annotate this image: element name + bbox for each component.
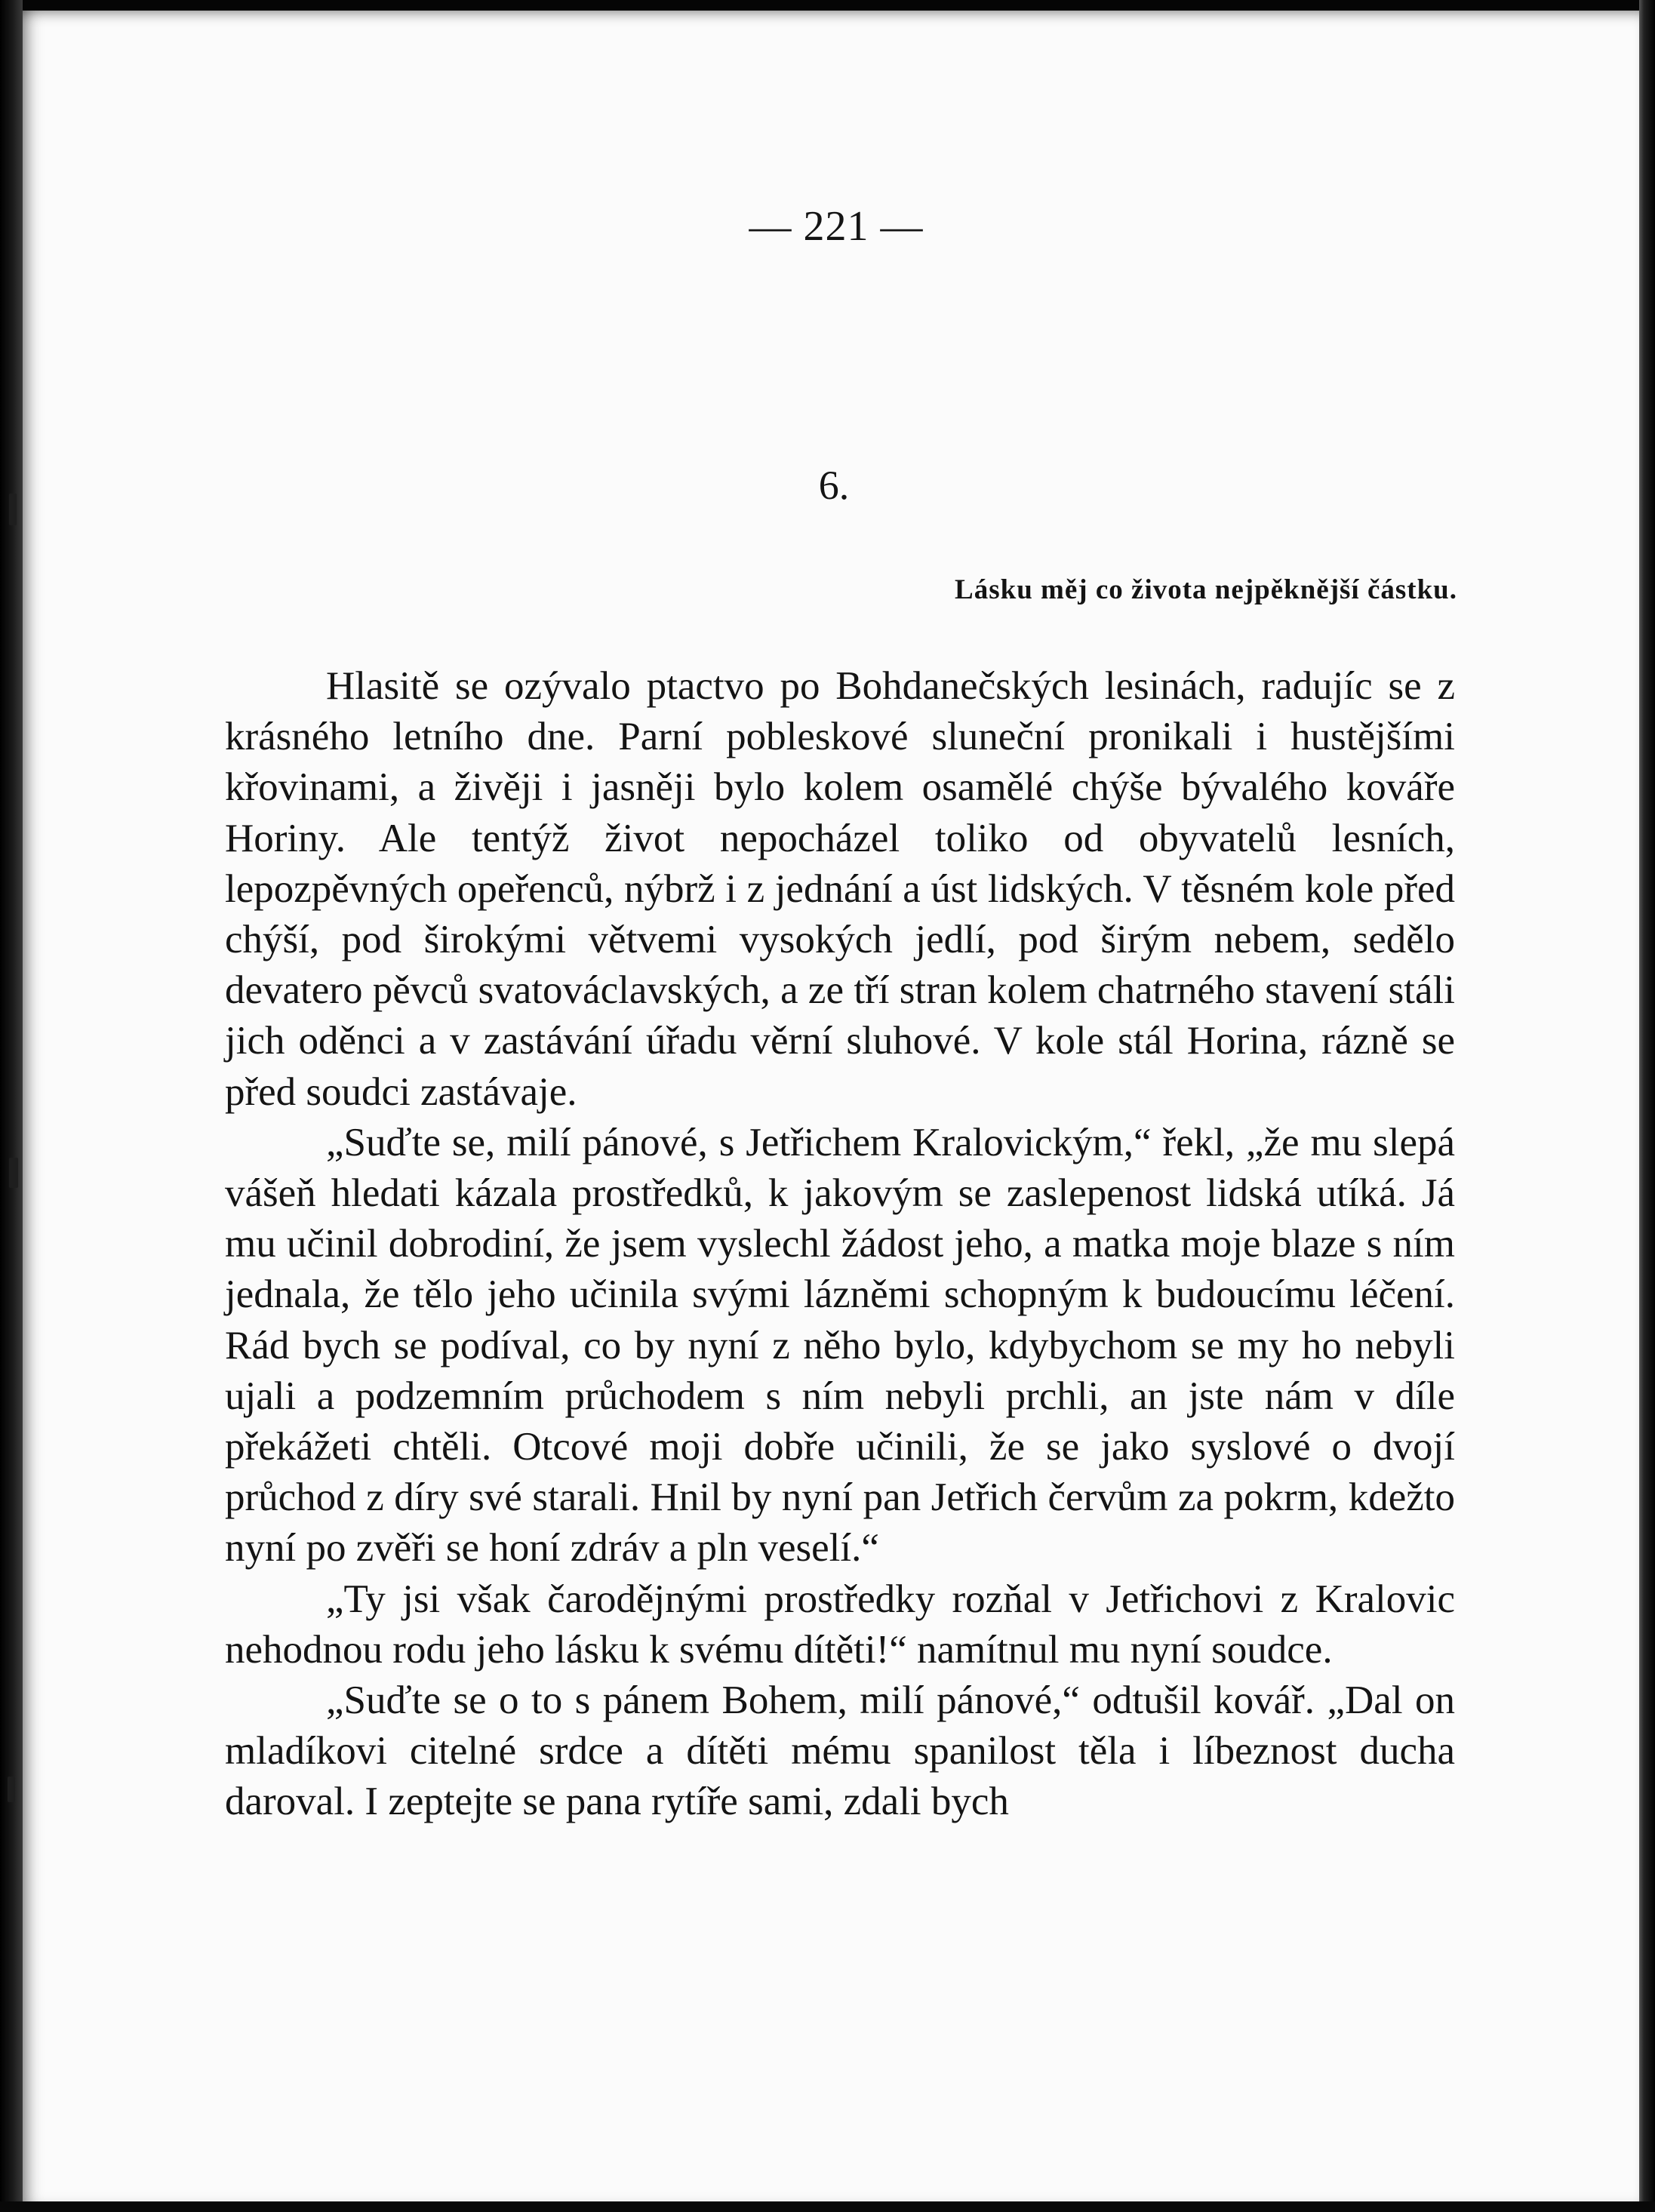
ink-speck <box>8 1777 15 1802</box>
scan-left-edge <box>0 0 23 2212</box>
page-number: — 221 — <box>749 203 924 250</box>
ink-speck <box>9 1158 18 1188</box>
scan-bottom-edge <box>0 2201 1655 2212</box>
chapter-number: 6. <box>818 463 850 508</box>
body-text <box>225 661 1455 1828</box>
chapter-motto: Lásku měj co života nejpěknější částku. <box>955 574 1457 605</box>
paragraph: „Suďte se, milí pánové, s Jetřichem Kralovickým,“ řekl, „že mu slepá vášeň hledati kázala prostředků, k jakovým se zaslepenost lidská utíká. Já mu učinil dobrodiní, že jsem vyslechl žádost jeho, a matka moje blaze s ním jednala, že tělo jeho učinila svými lázněmi schopným k budoucímu léčení. Rád bych se podíval, co by nyní z něho bylo, kdybychom se my ho nebyli ujali a podzemním průchodem s ním nebyli prchli, an jste nám v díle překážeti chtěli. Otcové moji dobře učinili, že se jako syslové o dvojí průchod z díry své starali. Hnil by nyní pan Jetřich červům za pokrm, kdežto nyní po zvěři se honí zdráv a pln veselí.“ <box>225 1120 1455 1571</box>
scan-right-edge <box>1639 0 1655 2212</box>
scan-top-edge <box>0 0 1655 11</box>
paragraph: „Ty jsi však čarodějnými prostředky rozňal v Jetřichovi z Kralovic nehodnou rodu jeho lásku k svému dítěti!“ namítnul mu nyní soudce. <box>225 1577 1455 1672</box>
ink-speck <box>9 494 17 525</box>
paragraph: Hlasitě se ozývalo ptactvo po Bohdanečských lesinách, radujíc se z krásného letního dne. Parní pobleskové sluneční pronikali i hustějšími křovinami, a živěji i jasněji bylo kolem osamělé chýše bývalého kováře Horiny. Ale tentýž život nepocházel toliko od obyvatelů lesních, lepozpěvných opeřenců, nýbrž i z jednání a úst lidských. V těsném kole před chýší, pod širokými větvemi vysokých jedlí, pod širým nebem, sedělo devatero pěvců svatováclavských, a ze tří stran kolem chatrného stavení stáli jich oděnci a v zastávání úřadu věrní sluhové. V kole stál Horina, rázně se před soudci zastávaje. <box>225 664 1455 1114</box>
paragraph: „Suďte se o to s pánem Bohem, milí pánové,“ odtušil kovář. „Dal on mladíkovi citelné srdce a dítěti mému spanilost těla i líbeznost ducha daroval. I zeptejte se pana rytíře sami, zdali bych <box>225 1678 1455 1824</box>
